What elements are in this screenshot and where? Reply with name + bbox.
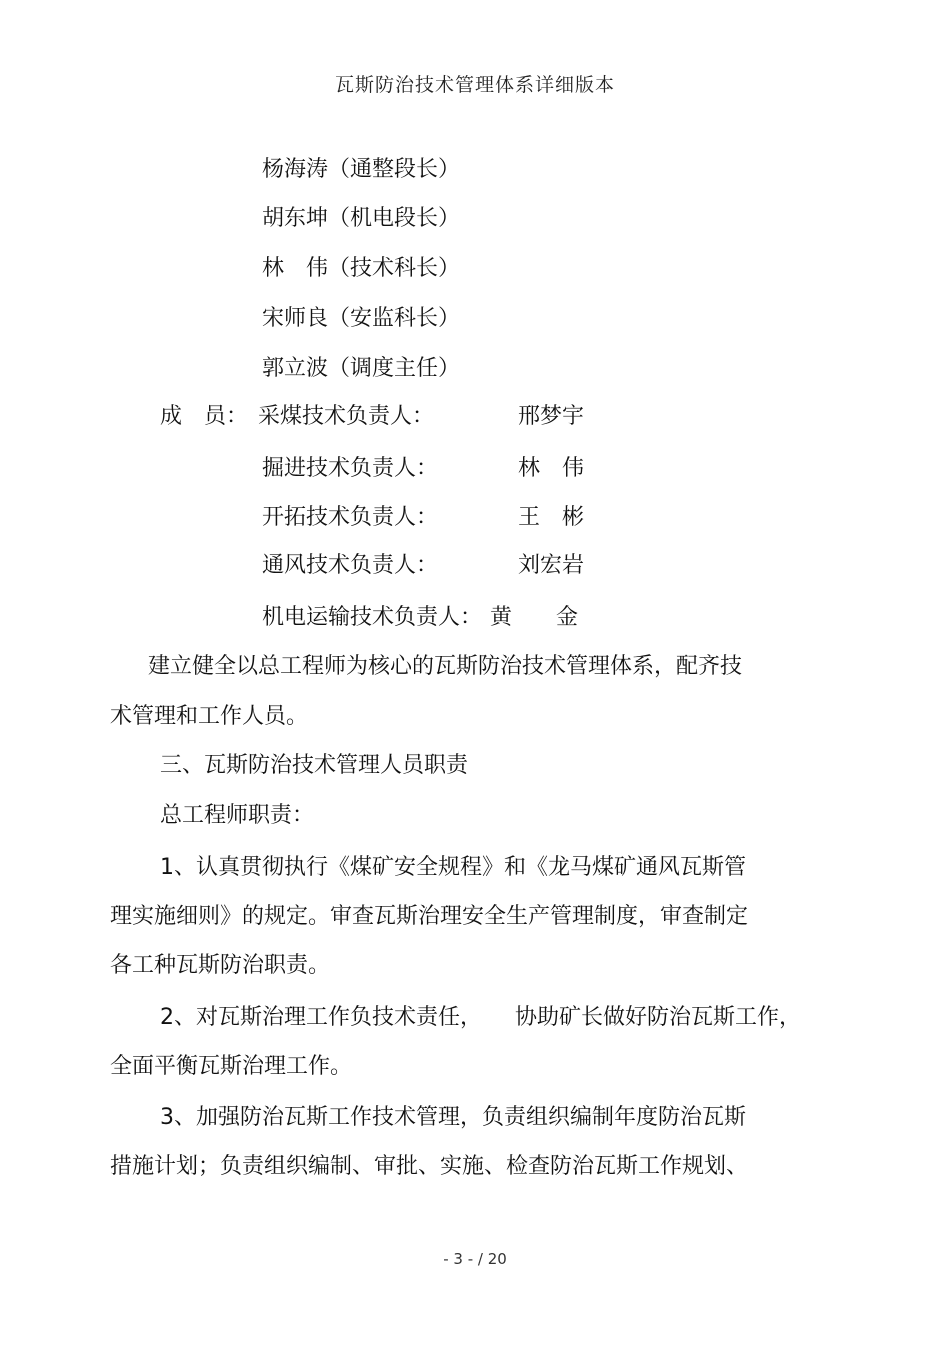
member-role: 开拓技术负责人：: [262, 505, 439, 530]
paragraph-line: 建立健全以总工程师为核心的瓦斯防治技术管理体系，配齐技: [148, 654, 743, 679]
leader-line: 郭立波（调度主任）: [262, 356, 461, 381]
section-heading: 三、瓦斯防治技术管理人员职责: [160, 753, 469, 778]
page-number: - 3 - / 20: [443, 1250, 507, 1268]
paragraph-line: 1、认真贯彻执行《煤矿安全规程》和《龙马煤矿通风瓦斯管: [160, 855, 746, 880]
leader-line: 胡东坤（机电段长）: [262, 206, 461, 231]
member-name: 刘宏岩: [518, 553, 585, 578]
member-name: 林 伟: [518, 456, 585, 481]
member-role: 机电运输技术负责人：: [262, 605, 483, 630]
paragraph-line: 各工种瓦斯防治职责。: [110, 953, 331, 978]
paragraph-line: 术管理和工作人员。: [110, 704, 309, 729]
paragraph-line: 3、加强防治瓦斯工作技术管理，负责组织编制年度防治瓦斯: [160, 1105, 746, 1130]
leader-line: 杨海涛（通整段长）: [262, 157, 461, 182]
member-name: 王 彬: [518, 505, 585, 530]
paragraph-line: 全面平衡瓦斯治理工作。: [110, 1054, 353, 1079]
paragraph-line: 2、对瓦斯治理工作负技术责任， 协助矿长做好防治瓦斯工作，: [160, 1005, 801, 1030]
paragraph-line: 理实施细则》的规定。审查瓦斯治理安全生产管理制度，审查制定: [110, 904, 749, 929]
member-role: 采煤技术负责人：: [258, 404, 435, 429]
paragraph-line: 措施计划；负责组织编制、审批、实施、检查防治瓦斯工作规划、: [110, 1154, 749, 1179]
member-name: 邢梦宇: [518, 404, 585, 429]
member-role: 通风技术负责人：: [262, 553, 439, 578]
document-header: 瓦斯防治技术管理体系详细版本: [334, 74, 615, 96]
leader-line: 林 伟（技术科长）: [262, 256, 461, 281]
member-role: 掘进技术负责人：: [262, 456, 439, 481]
subsection-heading: 总工程师职责：: [160, 803, 315, 828]
leader-line: 宋师良（安监科长）: [262, 306, 461, 331]
members-label: 成 员：: [160, 404, 249, 429]
member-name: 黄 金: [490, 605, 579, 630]
